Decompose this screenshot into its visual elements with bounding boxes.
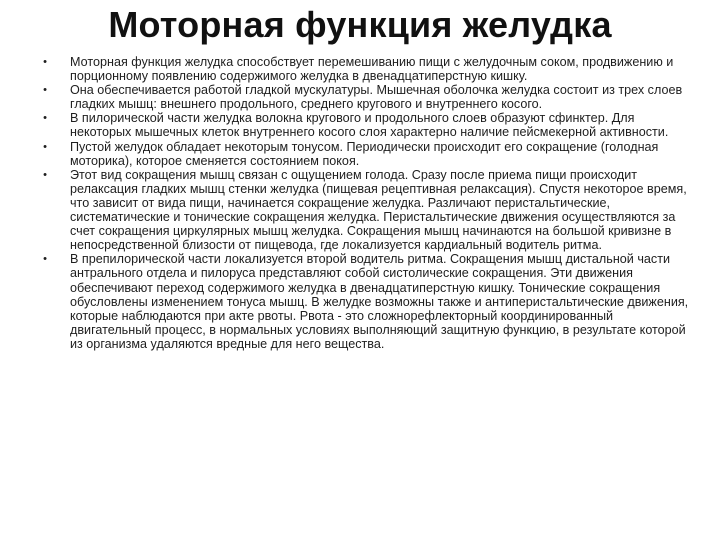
- bullet-text: Она обеспечивается работой гладкой мускулатуры. Мышечная оболочка желудка состоит из трех слоев гладких мышц: внешнего продольного, среднего кругового и внутреннего косого.: [70, 83, 683, 112]
- bullet-dot-icon: •: [43, 253, 47, 266]
- bullet-item: [40, 140, 690, 168]
- bullet-dot-icon: •: [43, 112, 47, 125]
- bullet-item: [40, 83, 690, 111]
- bullet-text: В препилорической части локализуется второй водитель ритма. Сокращения мышц дистальной части антрального отдела и пилоруса представляют собой систолические сокращения. Эти движения обеспечивают переход содержимого желудка в двенадцатиперстную кишку. Тонические сокращения обусловлены изменением тонуса мышц. В желудке возможны также и антиперистальтические движения, которые наблюдаются при акте рвоты. Рвота - это сложнорефлекторный координированный двигательный процесс, в нормальных условиях выполняющий защитную функцию, в результате которой из организма удаляются вредные для него вещества.: [70, 252, 689, 351]
- bullet-item: [40, 55, 690, 83]
- bullet-text: Моторная функция желудка способствует перемешиванию пищи с желудочным соком, продвижению и порционному появлению содержимого желудка в двенадцатиперстную кишку.: [70, 55, 674, 84]
- bullet-list: [40, 55, 690, 351]
- bullet-item: [40, 252, 690, 351]
- bullet-item: [40, 168, 690, 253]
- bullet-dot-icon: •: [43, 84, 47, 97]
- bullet-text: Этот вид сокращения мышц связан с ощущением голода. Сразу после приема пищи происходит релаксация гладких мышц стенки желудка (пищевая рецептивная релаксация). Спустя некоторое время, что зависит от вида пищи, начинается сокращение желудка. Различают перистальтические, систематические и тонические сокращения желудка. Перистальтические движения осуществляются за счет сокращения циркулярных мышц желудка. Сокращения мышц начинаются на большой кривизне в непосредственной близости от пищевода, где локализуется кардиальный водитель ритма.: [70, 167, 687, 253]
- bullet-item: [40, 111, 690, 139]
- bullet-dot-icon: •: [43, 140, 47, 153]
- bullet-dot-icon: •: [43, 168, 47, 181]
- slide-title: Моторная функция желудка: [108, 4, 612, 45]
- bullet-text: Пустой желудок обладает некоторым тонусом. Периодически происходит его сокращение (голодная моторика), которое сменяется состоянием покоя.: [70, 139, 659, 168]
- bullet-dot-icon: •: [43, 56, 47, 68]
- bullet-text: В пилорической части желудка волокна кругового и продольного слоев образуют сфинктер. Для некоторых мышечных клеток внутреннего косого слоя характерно наличие пейсмекерной активности.: [70, 111, 669, 140]
